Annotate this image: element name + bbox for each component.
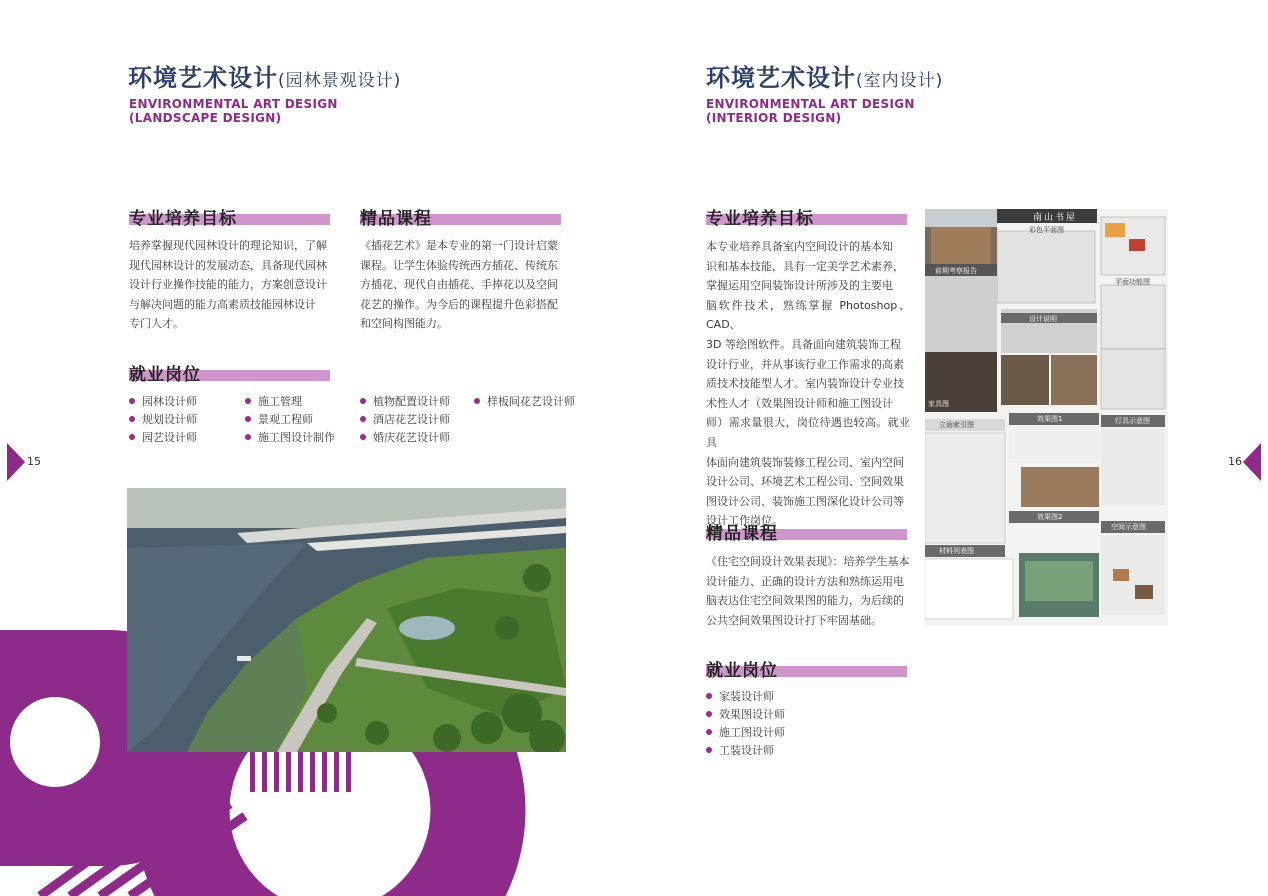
left-jobs-heading: 就业岗位 xyxy=(129,360,330,382)
right-course-text: 《住宅空间设计效果表现》：培养学生基本 设计能力、正确的设计方法和熟练运用电 脑表达住宅空间效果图的能力，为后续的 公共空间效果图设计打下牢固基础。 xyxy=(706,555,910,627)
list-item: 施工图设计制作 xyxy=(245,429,335,447)
left-jobs-col4 xyxy=(474,393,575,411)
page-number-left: 15 xyxy=(27,455,41,468)
right-title-cn: 环境艺术设计 xyxy=(706,64,856,92)
list-item: 园林设计师 xyxy=(129,393,197,411)
list-item: 规划设计师 xyxy=(129,411,197,429)
board-label: 灯具示意图 xyxy=(1115,417,1150,425)
board-label: 平面功能图 xyxy=(1115,278,1150,286)
board-label: 效果图1 xyxy=(1037,415,1063,423)
right-title-en-line1: ENVIRONMENTAL ART DESIGN xyxy=(706,97,915,111)
board-label: 彩色平面图 xyxy=(1029,226,1064,234)
interior-design-board xyxy=(925,209,1168,626)
left-goal-heading: 专业培养目标 xyxy=(129,204,330,226)
list-item: 家装设计师 xyxy=(706,688,785,706)
left-jobs-col3 xyxy=(360,393,450,447)
board-header: 南山书屋 xyxy=(1033,213,1078,223)
page-marker-triangle-right xyxy=(1243,443,1261,481)
list-item: 婚庆花艺设计师 xyxy=(360,429,450,447)
left-course-text: 《插花艺术》是本专业的第一门设计启蒙 课程。让学生体验传统西方插花、传统东 方插花、现代自由插花、手捧花以及空间 花艺的操作。为今后的课程提升色彩搭配 和空间构图能力。 xyxy=(360,239,558,330)
board-label: 前期考察报告 xyxy=(935,267,977,275)
board-label: 设计说明 xyxy=(1029,315,1057,323)
left-title-en xyxy=(129,97,338,125)
page-number-right: 16 xyxy=(1228,455,1242,468)
list-item: 园艺设计师 xyxy=(129,429,197,447)
list-item: 施工管理 xyxy=(245,393,335,411)
left-goal-text: 培养掌握现代园林设计的理论知识，了解 现代园林设计的发展动态，具备现代园林 设计行业操作技能的能力，方案创意设计 与解决问题的能力高素质技能园林设计 专门人才。 xyxy=(129,239,327,330)
left-course-heading: 精品课程 xyxy=(360,204,561,226)
left-jobs-col2 xyxy=(245,393,335,447)
board-label: 效果图2 xyxy=(1037,513,1063,521)
board-label: 空间示意图 xyxy=(1111,523,1146,531)
list-item: 施工图设计师 xyxy=(706,724,785,742)
board-label: 立面索引图 xyxy=(939,421,974,429)
left-title-cn-sub: (园林景观设计) xyxy=(278,71,402,91)
right-title-en-line2: (INTERIOR DESIGN) xyxy=(706,111,842,125)
list-item: 效果图设计师 xyxy=(706,706,785,724)
page-marker-triangle-left xyxy=(7,443,25,481)
board-label: 材料列表图 xyxy=(939,547,974,555)
left-title-en-line1: ENVIRONMENTAL ART DESIGN xyxy=(129,97,338,111)
list-item: 样板间花艺设计师 xyxy=(474,393,575,411)
left-title-cn: 环境艺术设计 xyxy=(128,64,278,92)
left-jobs-col1 xyxy=(129,393,197,447)
list-item: 工装设计师 xyxy=(706,742,785,760)
right-goal-text: 本专业培养具备室内空间设计的基本知 识和基本技能，具有一定美学艺术素养， 掌握运用空间装饰设计所涉及的主要电 脑软件技术，熟练掌握 Photoshop、CAD、 3D 等绘图软件。具备面向建筑装饰工程 设计行业，并从事该行业工作需求的高素 质技术技能型人才。室内装饰设计专业技 术性人才（效果图设计师和施工图设计 师）需求量很大，岗位待遇也较高。就业具 体面向建筑装饰装修工程公司、室内空间 设计公司、环境艺术工程公司、空间效果 图设计公司、装饰施工图深化设计公司等 设计工作岗位。 xyxy=(706,240,910,528)
right-title-en xyxy=(706,97,915,125)
left-title xyxy=(128,58,401,93)
left-title-en-line2: (LANDSCAPE DESIGN) xyxy=(129,111,282,125)
board-label: 家具图 xyxy=(928,400,949,408)
list-item: 植物配置设计师 xyxy=(360,393,450,411)
right-title-cn-sub: (室内设计) xyxy=(856,71,944,91)
right-course-heading: 精品课程 xyxy=(706,519,907,541)
landscape-aerial-photo xyxy=(127,488,566,752)
right-jobs-heading: 就业岗位 xyxy=(706,656,907,678)
list-item: 景观工程师 xyxy=(245,411,335,429)
right-jobs-list xyxy=(706,688,785,760)
list-item: 酒店花艺设计师 xyxy=(360,411,450,429)
right-title xyxy=(706,58,943,93)
right-goal-heading: 专业培养目标 xyxy=(706,204,907,226)
